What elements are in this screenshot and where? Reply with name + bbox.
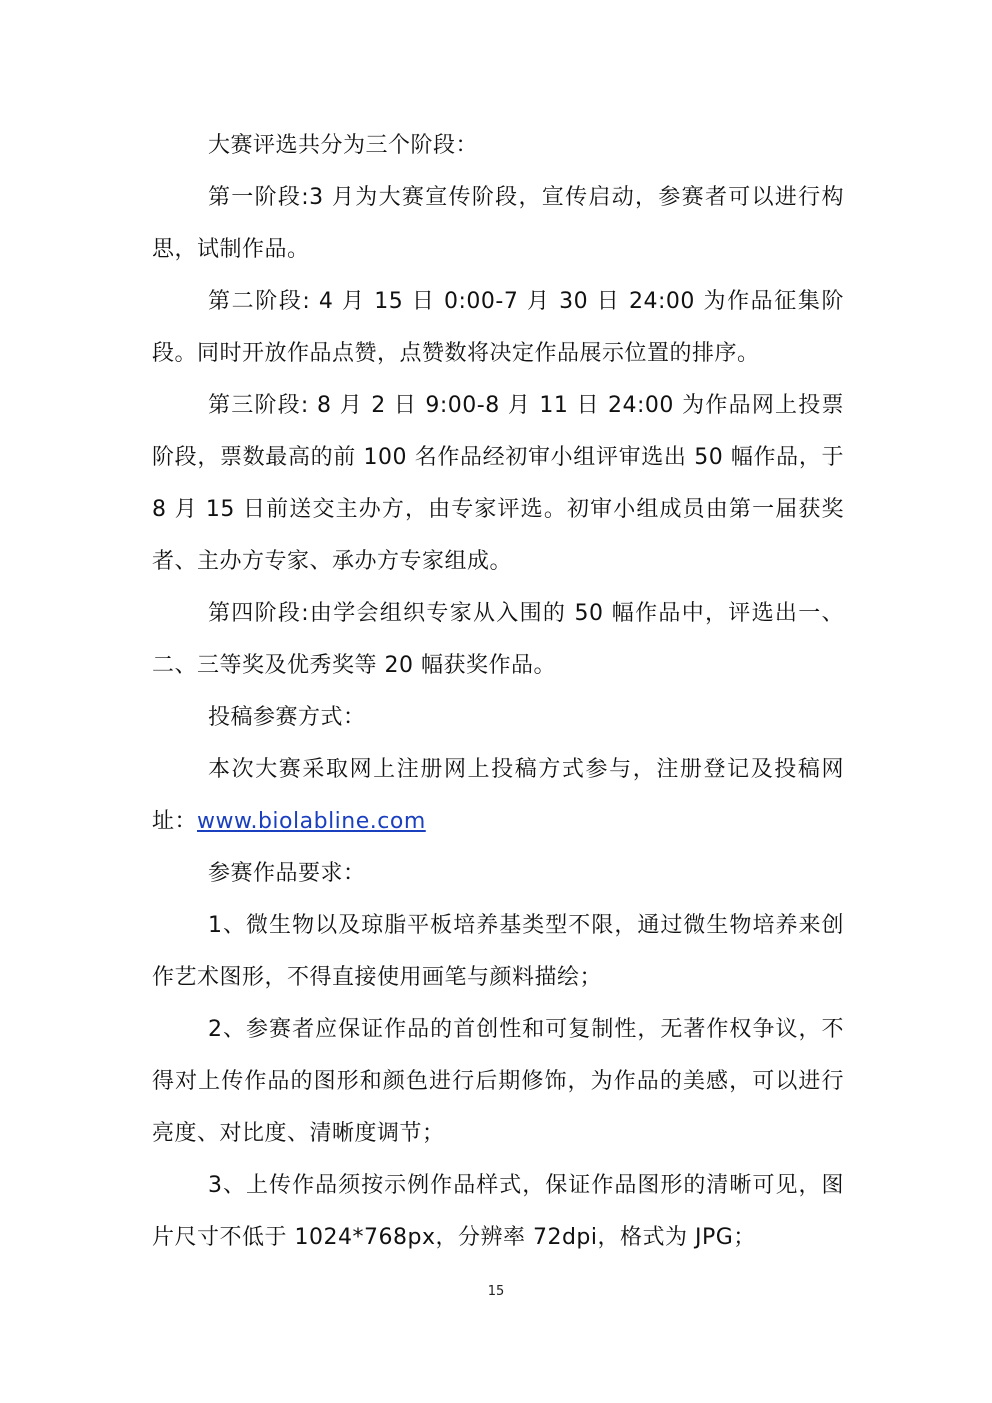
paragraph-submission-method <box>152 744 844 848</box>
paragraph-stage-two: 第二阶段: 4 月 15 日 0:00-7 月 30 日 24:00 为作品征集阶段。同时开放作品点赞，点赞数将决定作品展示位置的排序。 <box>152 289 844 366</box>
paragraph-stage-three: 第三阶段: 8 月 2 日 9:00-8 月 11 日 24:00 为作品网上投票阶段，票数最高的前 100 名作品经初审小组评审选出 50 幅作品，于 8 月 15 日前送交主办方，由专家评选。初审小组成员由第一届获奖者、主办方专家、承办方专家组成。 <box>152 393 844 574</box>
paragraph-stage-four: 第四阶段:由学会组织专家从入围的 50 幅作品中，评选出一、二、三等奖及优秀奖等 20 幅获奖作品。 <box>152 601 844 678</box>
website-link[interactable]: www.biolabline.com <box>197 809 426 834</box>
document-body <box>152 120 844 1264</box>
paragraph-submission-heading: 投稿参赛方式： <box>208 705 366 730</box>
requirement-item-1: 1、微生物以及琼脂平板培养基类型不限，通过微生物培养来创作艺术图形，不得直接使用画笔与颜料描绘； <box>152 913 844 990</box>
paragraph-stages-intro: 大赛评选共分为三个阶段： <box>208 133 479 158</box>
paragraph-stage-one: 第一阶段:3 月为大赛宣传阶段，宣传启动，参赛者可以进行构思，试制作品。 <box>152 185 844 262</box>
submission-text: 本次大赛采取网上注册网上投稿方式参与，注册登记及投稿网址： <box>152 757 844 834</box>
requirement-item-3: 3、上传作品须按示例作品样式，保证作品图形的清晰可见，图片尺寸不低于 1024*768px，分辨率 72dpi，格式为 JPG； <box>152 1173 844 1250</box>
paragraph-requirements-heading: 参赛作品要求： <box>208 861 366 886</box>
page-number: 15 <box>487 1284 505 1299</box>
requirement-item-2: 2、参赛者应保证作品的首创性和可复制性，无著作权争议，不得对上传作品的图形和颜色进行后期修饰，为作品的美感，可以进行亮度、对比度、清晰度调节； <box>152 1017 844 1146</box>
